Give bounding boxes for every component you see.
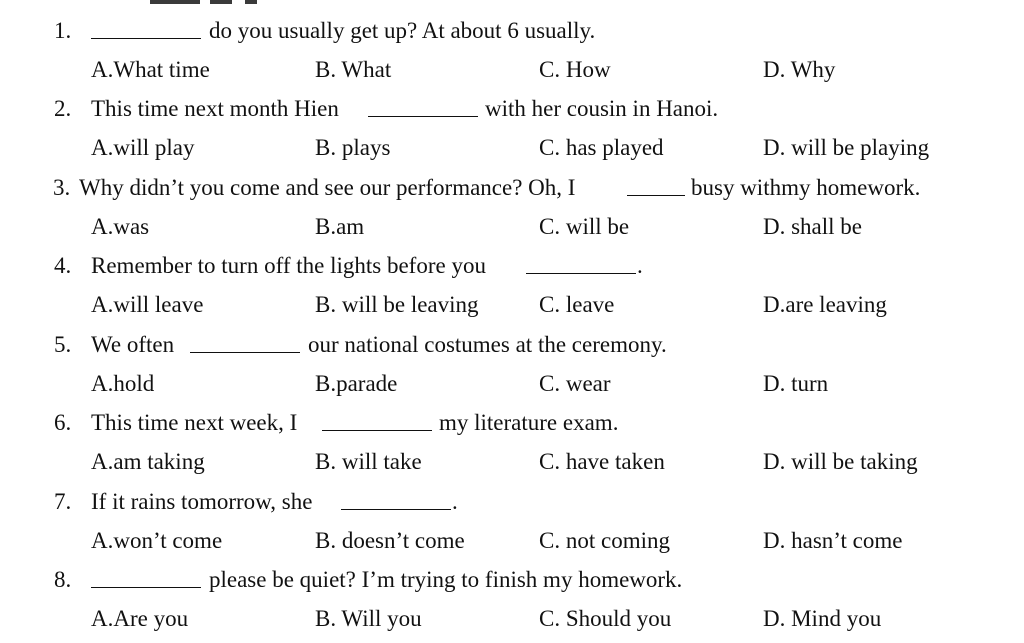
question-text-end: busy withmy homework.: [691, 175, 921, 200]
question-text: do you usually get up? At about 6 usually.: [209, 18, 596, 43]
question-text: We often: [91, 332, 175, 357]
answer-blank: [322, 406, 432, 441]
heading-fragment: [210, 0, 232, 4]
question-number: 3.: [53, 175, 71, 200]
option-b: B. Will you: [315, 606, 422, 631]
question-stem: [0, 563, 1024, 597]
question-stem: [0, 328, 1024, 362]
options-row: [0, 367, 1024, 401]
options-row: [0, 602, 1024, 636]
question-number: 5.: [54, 332, 72, 357]
options-row: [0, 53, 1024, 87]
option-a: A.am taking: [91, 449, 205, 474]
option-d: D. shall be: [763, 214, 863, 239]
question-3: [0, 171, 1024, 249]
option-c: C. have taken: [539, 449, 665, 474]
options-row: [0, 131, 1024, 165]
option-b: B. doesn’t come: [315, 528, 465, 553]
option-d: D. will be taking: [763, 449, 918, 474]
option-b: B.am: [315, 214, 365, 239]
question-8: [0, 563, 1024, 641]
question-number: 7.: [54, 489, 72, 514]
cropped-heading-remnant: [0, 0, 1024, 5]
answer-blank: [341, 485, 451, 520]
question-7: [0, 485, 1024, 563]
question-text-end: .: [452, 489, 458, 514]
heading-fragment: [150, 0, 200, 4]
option-a: A.hold: [91, 371, 155, 396]
answer-blank: [190, 328, 300, 363]
option-a: A.What time: [91, 57, 210, 82]
question-stem: [0, 92, 1024, 126]
question-stem: [0, 249, 1024, 283]
option-d: D. Mind you: [763, 606, 882, 631]
question-text: please be quiet? I’m trying to finish my homework.: [209, 567, 683, 592]
question-text: This time next month Hien: [91, 96, 339, 121]
question-stem: [0, 14, 1024, 48]
question-text: Remember to turn off the lights before you: [91, 253, 486, 278]
answer-blank: [627, 171, 685, 206]
option-b: B. What: [315, 57, 392, 82]
option-c: C. wear: [539, 371, 611, 396]
options-row: [0, 288, 1024, 322]
option-a: A.was: [91, 214, 150, 239]
option-b: B. will take: [315, 449, 422, 474]
options-row: [0, 524, 1024, 558]
question-1: [0, 14, 1024, 92]
question-text: This time next week, I: [91, 410, 298, 435]
option-c: C. How: [539, 57, 611, 82]
question-number: 6.: [54, 410, 72, 435]
option-c: C. not coming: [539, 528, 670, 553]
question-text-end: .: [637, 253, 643, 278]
question-4: [0, 249, 1024, 327]
question-number: 2.: [54, 96, 72, 121]
option-c: C. will be: [539, 214, 630, 239]
option-d: D. Why: [763, 57, 836, 82]
option-b: B. plays: [315, 135, 391, 160]
option-c: C. has played: [539, 135, 664, 160]
question-text-end: my literature exam.: [439, 410, 619, 435]
question-text-end: our national costumes at the ceremony.: [308, 332, 667, 357]
answer-blank: [526, 249, 636, 284]
question-number: 1.: [54, 18, 72, 43]
answer-blank: [91, 563, 201, 598]
question-5: [0, 328, 1024, 406]
option-c: C. leave: [539, 292, 615, 317]
options-row: [0, 445, 1024, 479]
option-d: D. will be playing: [763, 135, 930, 160]
option-d: D. hasn’t come: [763, 528, 903, 553]
option-b: B.parade: [315, 371, 398, 396]
option-a: A.will leave: [91, 292, 204, 317]
option-a: A.won’t come: [91, 528, 223, 553]
answer-blank: [368, 92, 478, 127]
question-text-end: with her cousin in Hanoi.: [485, 96, 719, 121]
question-text: If it rains tomorrow, she: [91, 489, 313, 514]
question-2: [0, 92, 1024, 170]
question-stem: [0, 485, 1024, 519]
option-a: A.Are you: [91, 606, 189, 631]
question-number: 8.: [54, 567, 72, 592]
option-d: D.are leaving: [763, 292, 887, 317]
question-number: 4.: [54, 253, 72, 278]
question-text: Why didn’t you come and see our performance? Oh, I: [79, 175, 576, 200]
question-6: [0, 406, 1024, 484]
option-b: B. will be leaving: [315, 292, 479, 317]
question-stem: [0, 171, 1024, 205]
question-stem: [0, 406, 1024, 440]
option-c: C. Should you: [539, 606, 672, 631]
option-d: D. turn: [763, 371, 829, 396]
option-a: A.will play: [91, 135, 195, 160]
heading-fragment: [245, 0, 257, 4]
options-row: [0, 210, 1024, 244]
answer-blank: [91, 14, 201, 49]
